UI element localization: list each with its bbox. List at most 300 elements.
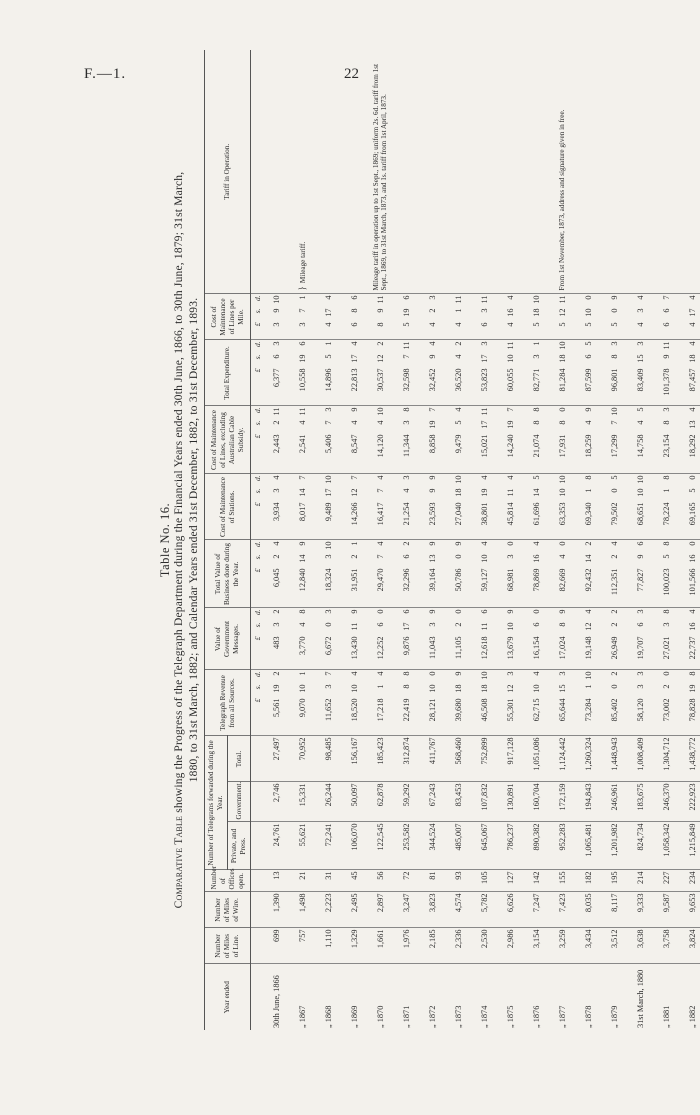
offices-cell: 227 (653, 870, 679, 892)
pence: 10 (531, 295, 541, 304)
total-cell: 98,485 (315, 736, 341, 782)
header-expenditure: Total Expenditure. (205, 340, 251, 406)
pence: 10 (583, 671, 593, 680)
shillings: 17 (479, 420, 489, 429)
pence: 8 (401, 407, 411, 412)
gov-value-cell (679, 608, 700, 670)
maint-lines-cell (445, 406, 471, 474)
total-cell: 27,497 (263, 736, 289, 782)
pence: 2 (583, 541, 593, 546)
miles-line-cell: 1,110 (315, 928, 341, 964)
pence: 6 (479, 609, 489, 614)
revenue-cell (393, 670, 419, 736)
gov-value-cell (627, 608, 653, 670)
revenue-cell (523, 670, 549, 736)
unit-shilling: s. (252, 488, 262, 494)
pounds: 2,541 (297, 434, 307, 454)
pounds: 45,814 (505, 502, 515, 526)
pence: 8 (297, 609, 307, 614)
pounds: 38,801 (479, 502, 489, 526)
shillings: 9 (635, 554, 645, 559)
pounds: 9,489 (323, 502, 333, 522)
pounds: 3,934 (271, 502, 281, 522)
shillings: 8 (349, 308, 359, 313)
shillings: 9 (661, 354, 671, 359)
shillings: 2 (349, 554, 359, 559)
revenue-cell (315, 670, 341, 736)
government-cell: 83,453 (445, 782, 471, 822)
tariff-cell (471, 50, 497, 294)
pounds: 62,715 (531, 698, 541, 722)
pence: 4 (635, 295, 645, 300)
maint-stations-cell (367, 474, 393, 540)
total-cell: 1,304,712 (653, 736, 679, 782)
pounds: 96,801 (609, 368, 619, 392)
shillings: 4 (297, 420, 307, 425)
gov-value-cell (419, 608, 445, 670)
pence: 5 (635, 407, 645, 412)
pence: 7 (427, 407, 437, 412)
gov-value-cell (367, 608, 393, 670)
pence: 3 (661, 407, 671, 412)
header-total: Total. (228, 736, 251, 782)
pounds: 32,296 (401, 568, 411, 592)
offices-cell: 81 (419, 870, 445, 892)
pence: 4 (531, 671, 541, 676)
revenue-cell (471, 670, 497, 736)
pence: 3 (479, 341, 489, 346)
gov-value-cell (263, 608, 289, 670)
pounds: 3,770 (297, 636, 307, 656)
shillings: 7 (297, 308, 307, 313)
pence: 9 (297, 541, 307, 546)
pence: 11 (271, 407, 281, 416)
pence: 4 (453, 407, 463, 412)
year-cell: „ 1876 (531, 1005, 541, 1028)
shillings: 12 (375, 354, 385, 363)
pounds: 16,154 (531, 636, 541, 660)
tariff-cell (367, 50, 393, 294)
shillings: 8 (531, 420, 541, 425)
pounds: 27,021 (661, 636, 671, 660)
shillings: 7 (609, 420, 619, 425)
shillings: 5 (453, 420, 463, 425)
shillings: 4 (349, 420, 359, 425)
per-mile-cell (679, 294, 700, 340)
shillings: 18 (453, 684, 463, 693)
tariff-cell (575, 50, 601, 294)
shillings: 9 (271, 308, 281, 313)
shillings: 0 (609, 308, 619, 313)
maint-lines-cell (341, 406, 367, 474)
pence: 11 (479, 407, 489, 416)
miles-line-cell: 757 (289, 928, 315, 964)
pounds: 12,840 (297, 568, 307, 592)
maint-lines-cell (497, 406, 523, 474)
private-cell: 24,761 (263, 822, 289, 870)
pence: 0 (687, 475, 697, 480)
business-cell (679, 540, 700, 608)
tariff-cell (341, 50, 367, 294)
pounds: 17,931 (557, 434, 567, 458)
gov-value-cell (653, 608, 679, 670)
revenue-cell (289, 670, 315, 736)
maint-stations-cell (393, 474, 419, 540)
pence: 4 (479, 475, 489, 480)
pounds: 78,869 (531, 568, 541, 592)
revenue-cell (263, 670, 289, 736)
pounds: 39,164 (427, 568, 437, 592)
government-cell: 130,891 (497, 782, 523, 822)
unit-shilling: s. (252, 354, 262, 360)
miles-line-cell: 3,758 (653, 928, 679, 964)
pence: 10 (375, 407, 385, 416)
pounds: 28,121 (427, 698, 437, 722)
year-cell: „ 1873 (453, 1005, 463, 1028)
pence: 8 (687, 671, 697, 676)
shillings: 19 (687, 684, 697, 693)
maint-stations-cell (627, 474, 653, 540)
miles-wire-cell: 9,333 (627, 892, 653, 928)
maint-lines-cell (367, 406, 393, 474)
shillings: 15 (635, 354, 645, 363)
offices-cell: 72 (393, 870, 419, 892)
shillings: 8 (609, 354, 619, 359)
pence: 0 (687, 541, 697, 546)
pence: 6 (635, 541, 645, 546)
shillings: 3 (271, 622, 281, 627)
pence: 3 (557, 671, 567, 676)
pence: 4 (531, 541, 541, 546)
shillings: 3 (401, 420, 411, 425)
maint-stations-cell (471, 474, 497, 540)
shillings: 10 (427, 684, 437, 693)
private-cell: 253,582 (393, 822, 419, 870)
pounds: 87,457 (687, 368, 697, 392)
offices-cell: 105 (471, 870, 497, 892)
miles-wire-cell: 3,247 (393, 892, 419, 928)
pounds: 11,105 (453, 636, 463, 660)
maint-stations-cell (549, 474, 575, 540)
pence: 3 (635, 341, 645, 346)
shillings: 17 (323, 308, 333, 317)
shillings: 3 (531, 354, 541, 359)
table-row (627, 50, 653, 1030)
unit-pence: d. (252, 407, 262, 414)
pence: 4 (375, 475, 385, 480)
pence: 9 (427, 475, 437, 480)
rotated-table-sheet (158, 50, 698, 1030)
pounds: 79,502 (609, 502, 619, 526)
pence: 11 (297, 407, 307, 416)
pounds: 22,419 (401, 698, 411, 722)
total-cell: 917,128 (497, 736, 523, 782)
private-cell: 645,067 (471, 822, 497, 870)
pounds: 6,045 (271, 568, 281, 588)
pounds: 18,520 (349, 698, 359, 722)
total-cell: 312,874 (393, 736, 419, 782)
header-maint-lines: Cost of Maintenance of Lines, excluding Australian Cable Subsidy. (205, 406, 251, 474)
table-row (341, 50, 367, 1030)
shillings: 17 (479, 354, 489, 363)
blank-cell (251, 964, 264, 1030)
blank-cell (251, 822, 264, 870)
government-cell: 172,159 (549, 782, 575, 822)
pounds: 9,070 (297, 698, 307, 718)
pence: 8 (661, 541, 671, 546)
pence: 7 (323, 671, 333, 676)
shillings: 2 (609, 622, 619, 627)
gov-value-cell (549, 608, 575, 670)
shillings: 3 (635, 308, 645, 313)
pence: 2 (401, 541, 411, 546)
pounds: 18,292 (687, 434, 697, 458)
pounds: 18,324 (323, 568, 333, 592)
tariff-note-mileage-2: Mileage tariff in operation up to 1st Sept., 1869; uniform 2s. 6d. tariff from 1st Sept., 1869, to 31st March, 1873, and 1s. tariff from 1st April, 1873. (372, 63, 388, 291)
maint-lines-cell (315, 406, 341, 474)
business-cell (367, 540, 393, 608)
offices-cell: 195 (601, 870, 627, 892)
pence: 11 (479, 295, 489, 304)
tariff-note-november: From 1st November, 1873, address and signature given in free. (558, 109, 566, 291)
pence: 4 (505, 295, 515, 300)
shillings: 0 (609, 488, 619, 493)
pounds: 50,786 (453, 568, 463, 592)
unit-cell (251, 670, 264, 736)
gov-value-cell (575, 608, 601, 670)
shillings: 17 (323, 488, 333, 497)
revenue-cell (549, 670, 575, 736)
pence: 4 (687, 609, 697, 614)
pounds: 8,547 (349, 434, 359, 454)
pounds: 13,679 (505, 636, 515, 660)
pounds: 17,218 (375, 698, 385, 722)
pounds: 22,813 (349, 368, 359, 392)
miles-line-cell: 1,976 (393, 928, 419, 964)
blank-cell (251, 870, 264, 892)
maint-lines-cell (575, 406, 601, 474)
pounds: 82,669 (557, 568, 567, 592)
revenue-cell (497, 670, 523, 736)
business-cell (497, 540, 523, 608)
year-cell: „ 1875 (505, 1005, 515, 1028)
shillings: 9 (427, 488, 437, 493)
per-mile-cell (653, 294, 679, 340)
pounds: 32,598 (401, 368, 411, 392)
business-cell (549, 540, 575, 608)
pounds: 8,858 (427, 434, 437, 454)
miles-line-cell: 699 (263, 928, 289, 964)
pounds: 4 (505, 322, 515, 327)
shillings: 6 (661, 308, 671, 313)
pence: 5 (531, 475, 541, 480)
pence: 11 (375, 295, 385, 304)
unit-pence: d. (252, 295, 262, 302)
pence: 11 (505, 341, 515, 350)
maint-lines-cell (601, 406, 627, 474)
gov-value-cell (341, 608, 367, 670)
pounds: 26,949 (609, 636, 619, 660)
tariff-cell (263, 50, 289, 294)
year-cell: „ 1871 (401, 1005, 411, 1028)
private-cell: 122,545 (367, 822, 393, 870)
unit-pence: d. (252, 341, 262, 348)
pence: 11 (557, 295, 567, 304)
table-row (263, 50, 289, 1030)
private-cell: 952,283 (549, 822, 575, 870)
gov-value-cell (523, 608, 549, 670)
pounds: 11,652 (323, 698, 333, 722)
shillings: 16 (531, 554, 541, 563)
maint-stations-cell (601, 474, 627, 540)
pence: 7 (349, 475, 359, 480)
revenue-cell (627, 670, 653, 736)
government-cell: 59,292 (393, 782, 419, 822)
private-cell: 344,524 (419, 822, 445, 870)
shillings: 5 (687, 488, 697, 493)
miles-line-cell: 3,512 (601, 928, 627, 964)
caption-lead: Comparative Table (173, 815, 185, 909)
year-cell: „ 1870 (375, 1005, 385, 1028)
year-cell: „ 1881 (661, 1005, 671, 1028)
pounds: 6,377 (271, 368, 281, 388)
pence: 10 (453, 475, 463, 484)
pounds: 83,409 (635, 368, 645, 392)
government-cell: 222,923 (679, 782, 700, 822)
gov-value-cell (393, 608, 419, 670)
government-cell: 26,244 (315, 782, 341, 822)
unit-pound: £ (252, 368, 262, 373)
tariff-note-mileage: Mileage tariff. (298, 241, 307, 284)
shillings: 3 (479, 308, 489, 313)
pounds: 29,470 (375, 568, 385, 592)
shillings: 19 (297, 354, 307, 363)
total-cell: 1,448,943 (601, 736, 627, 782)
table-caption (172, 50, 202, 1030)
table-number: Table No. 16. (158, 502, 172, 578)
per-mile-cell (601, 294, 627, 340)
unit-shilling: s. (252, 308, 262, 314)
pounds: 81,284 (557, 368, 567, 392)
tariff-cell (445, 50, 471, 294)
shillings: 10 (505, 622, 515, 631)
shillings: 11 (479, 622, 489, 631)
gov-value-cell (445, 608, 471, 670)
pounds: 11,344 (401, 434, 411, 458)
pounds: 23,593 (427, 502, 437, 526)
pence: 11 (401, 341, 411, 350)
pounds: 4 (453, 322, 463, 327)
pounds: 73,284 (583, 698, 593, 722)
gov-value-cell (471, 608, 497, 670)
shillings: 8 (661, 420, 671, 425)
maint-stations-cell (289, 474, 315, 540)
table-row (575, 50, 601, 1030)
shillings: 18 (687, 354, 697, 363)
per-mile-cell (523, 294, 549, 340)
pence: 3 (427, 295, 437, 300)
pence: 3 (323, 609, 333, 614)
unit-pound: £ (252, 502, 262, 507)
per-mile-cell (315, 294, 341, 340)
shillings: 10 (505, 354, 515, 363)
shillings: 12 (583, 622, 593, 631)
shillings: 19 (427, 420, 437, 429)
table-row (315, 50, 341, 1030)
private-cell: 72,241 (315, 822, 341, 870)
table-row (653, 50, 679, 1030)
series-label: F.—1. (84, 66, 127, 82)
total-cell: 70,952 (289, 736, 315, 782)
header-offices: Number of Offices open. (205, 870, 251, 892)
maint-lines-cell (549, 406, 575, 474)
government-cell: 2,746 (263, 782, 289, 822)
year-cell: „ 1868 (323, 1005, 333, 1028)
pounds: 5 (557, 322, 567, 327)
business-cell (627, 540, 653, 608)
pounds: 16,417 (375, 502, 385, 526)
pounds: 9,479 (453, 434, 463, 454)
revenue-cell (445, 670, 471, 736)
pence: 4 (505, 475, 515, 480)
business-cell (289, 540, 315, 608)
tariff-cell (679, 50, 700, 294)
revenue-cell (367, 670, 393, 736)
unit-pound: £ (252, 322, 262, 327)
pounds: 46,508 (479, 698, 489, 722)
business-cell (341, 540, 367, 608)
header-gov-value: Value of Government Messages. (205, 608, 251, 670)
pounds: 87,599 (583, 368, 593, 392)
business-cell (315, 540, 341, 608)
pounds: 21,074 (531, 434, 541, 458)
unit-pound: £ (252, 636, 262, 641)
offices-cell: 182 (575, 870, 601, 892)
unit-shilling: s. (252, 554, 262, 560)
shillings: 10 (349, 684, 359, 693)
pounds: 4 (427, 322, 437, 327)
shillings: 11 (505, 488, 515, 497)
business-cell (601, 540, 627, 608)
miles-line-cell: 3,638 (627, 928, 653, 964)
shillings: 4 (297, 622, 307, 627)
shillings: 1 (453, 308, 463, 313)
pounds: 69,340 (583, 502, 593, 526)
pounds: 22,737 (687, 636, 697, 660)
business-cell (263, 540, 289, 608)
pence: 9 (427, 541, 437, 546)
pence: 0 (505, 541, 515, 546)
unit-cell (251, 608, 264, 670)
revenue-cell (679, 670, 700, 736)
tariff-cell (627, 50, 653, 294)
pence: 6 (349, 295, 359, 300)
pence: 0 (375, 609, 385, 614)
offices-cell: 31 (315, 870, 341, 892)
pounds: 6 (349, 322, 359, 327)
maint-lines-cell (471, 406, 497, 474)
pence: 9 (453, 671, 463, 676)
shillings: 4 (583, 420, 593, 425)
shillings: 5 (323, 354, 333, 359)
tariff-cell (419, 50, 445, 294)
shillings: 6 (635, 622, 645, 627)
pounds: 23,154 (661, 434, 671, 458)
shillings: 13 (687, 420, 697, 429)
per-mile-cell (367, 294, 393, 340)
table-row (601, 50, 627, 1030)
page-number: 22 (344, 66, 359, 82)
